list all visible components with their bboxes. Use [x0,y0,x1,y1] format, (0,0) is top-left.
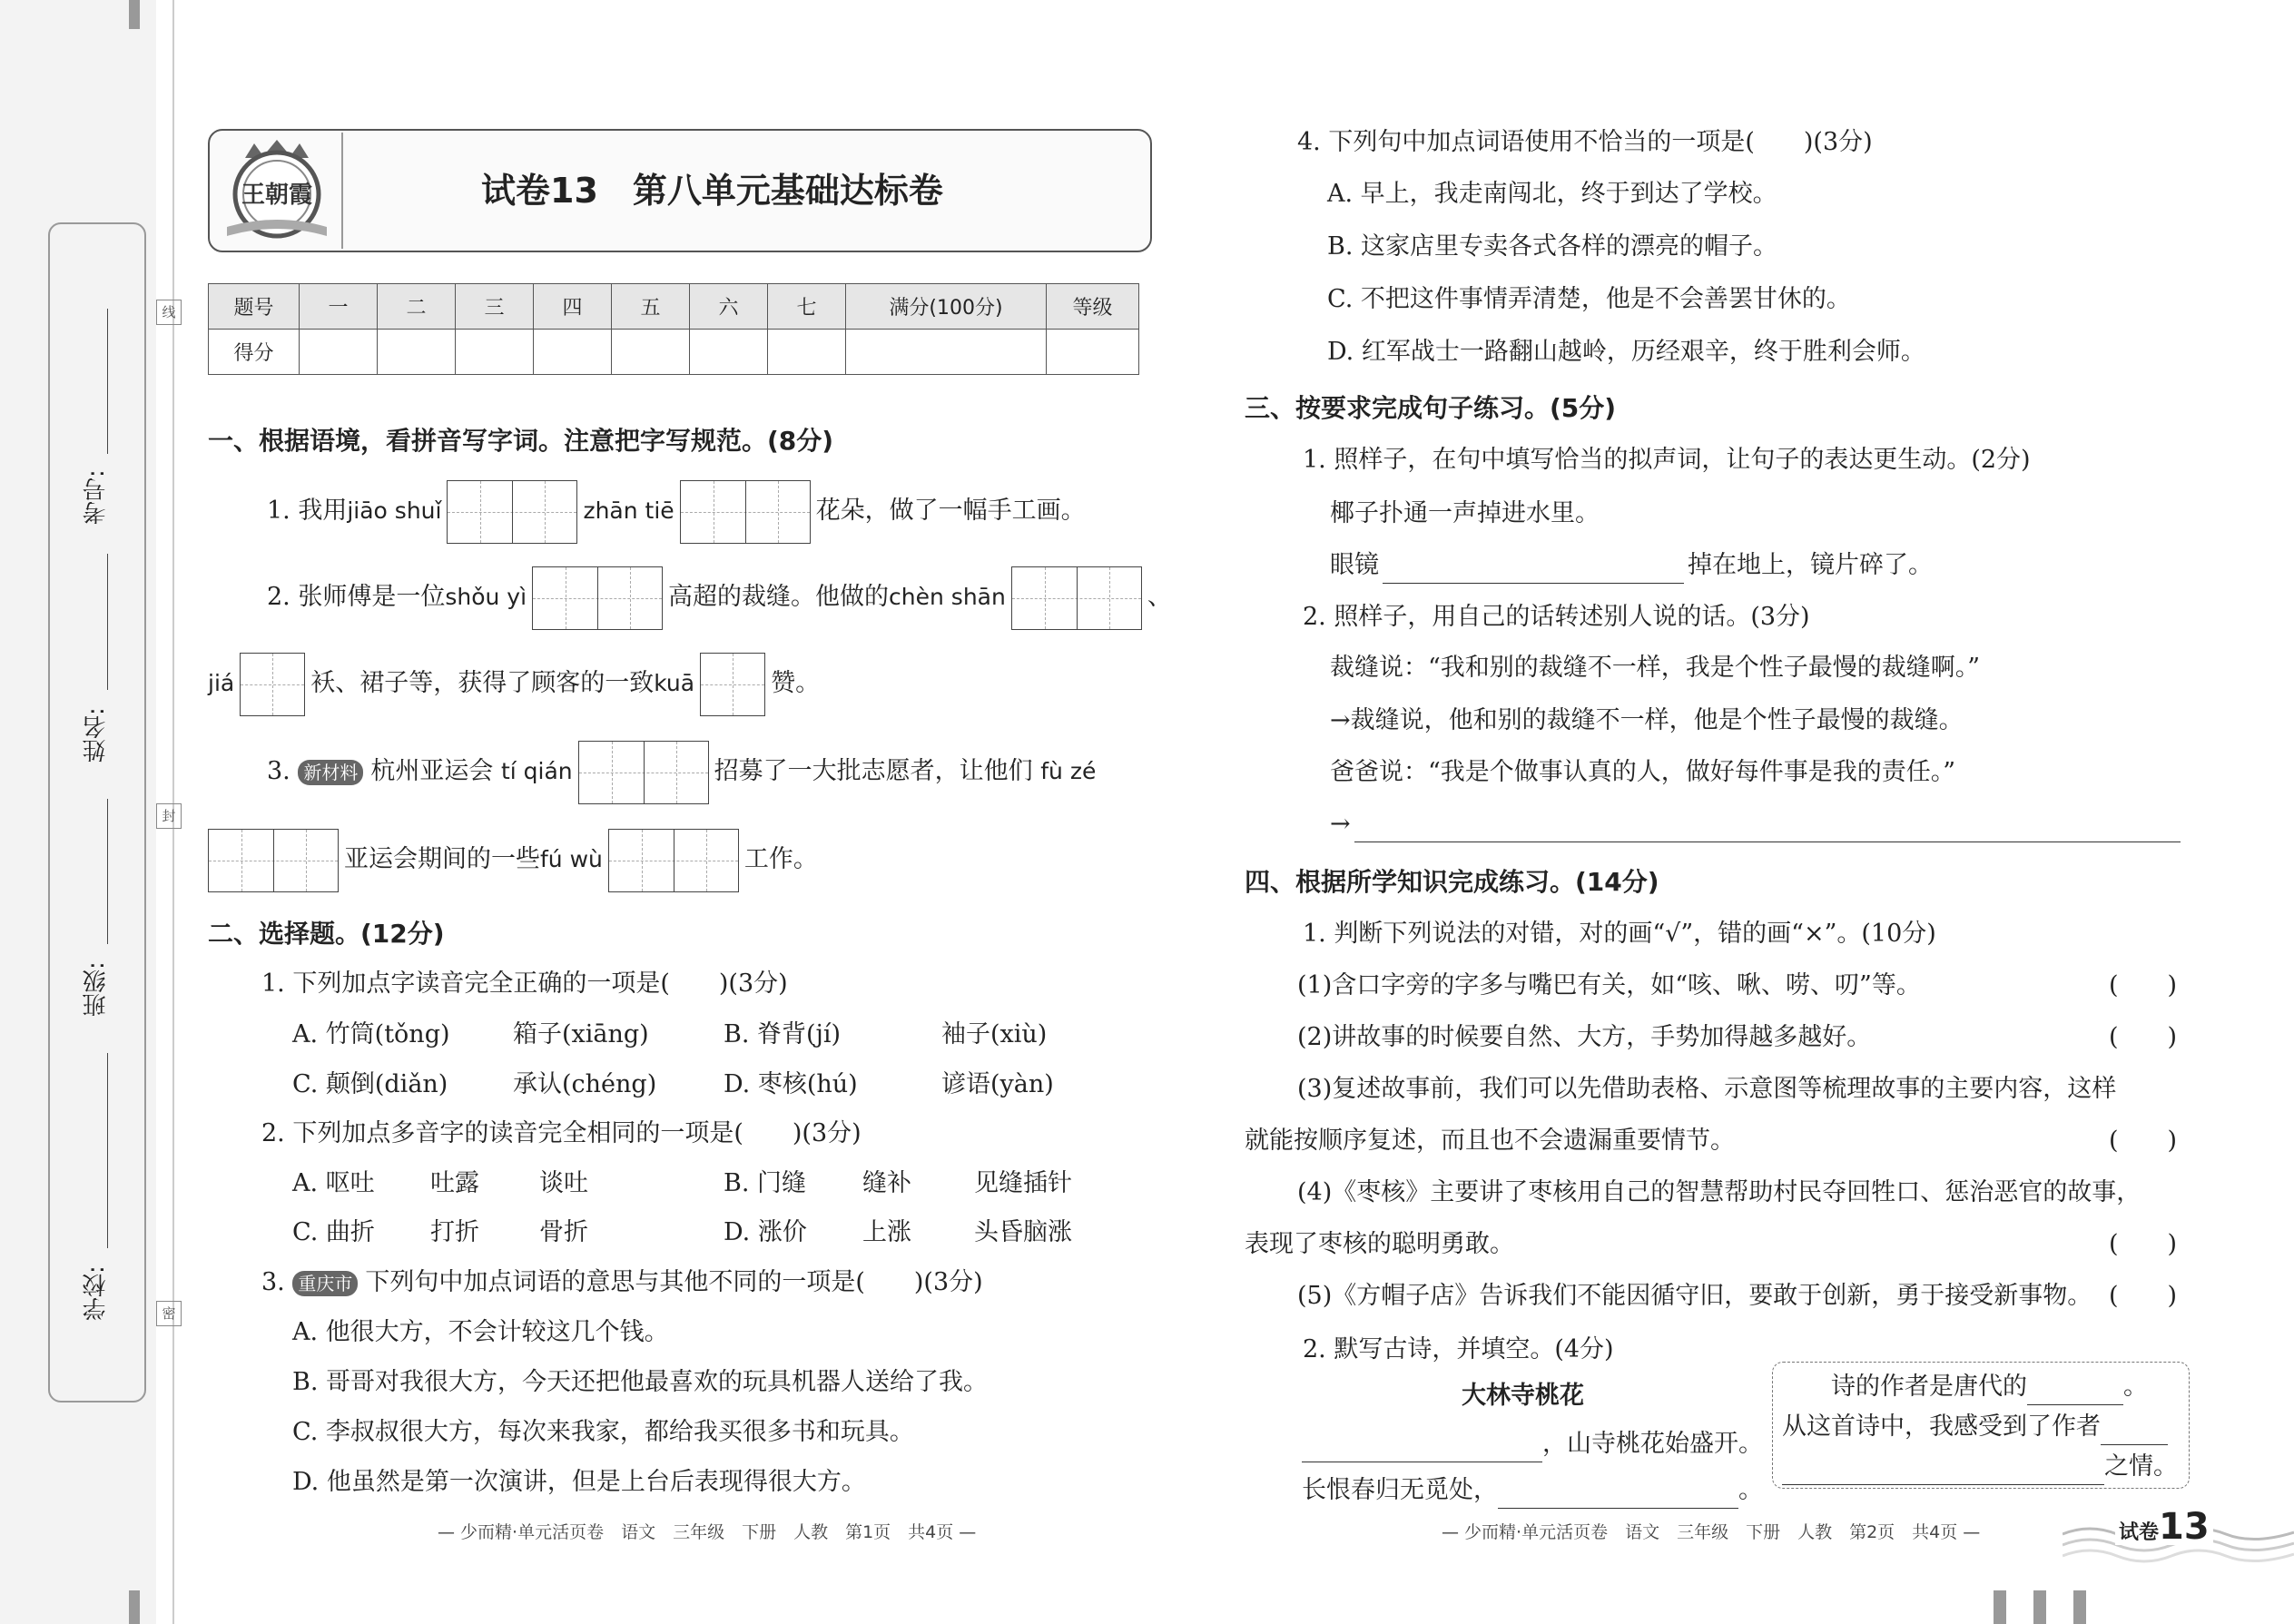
s4-q1-item2: (2)讲故事的时候要自然、大方，手势加得越多越好。 [1297,1023,1872,1051]
score-head: 五 [612,284,690,330]
pinyin-chenshan: chèn shān [889,584,1006,610]
pinyin-jiaoshui: jiāo shuǐ [347,497,442,524]
score-head: 等级 [1047,284,1139,330]
s1-q1: 1. 我用jiāo shuǐ zhān tiē 花朵，做了一幅手工画。 [267,478,1086,544]
seal-mark-feng: 封 [156,803,182,829]
s2-q1-optD2: 谚语(yàn) [941,1070,1054,1098]
char-box-tiqian[interactable] [578,741,709,804]
score-cell[interactable] [300,330,378,375]
score-cell[interactable] [612,330,690,375]
s2-q1-optB[interactable]: B. 脊背(jí) [724,1020,842,1048]
poem-line-2: 长恨春归无觅处， 。 [1302,1472,1763,1509]
s2-q1-optC[interactable]: C. 颠倒(diǎn) [292,1070,448,1098]
s2-q4-optA[interactable]: A. 早上，我走南闯北，终于到达了学校。 [1327,180,1777,208]
section-2-heading: 二、选择题。(12分) [208,919,445,949]
judge-paren-4[interactable]: ( ) [2109,1230,2178,1258]
pinyin-fuwu: fú wù [540,846,603,872]
judge-paren-1[interactable]: ( ) [2109,971,2178,999]
seal-mark-xian: 线 [156,300,182,325]
s2-q1-optA[interactable]: A. 竹筒(tǒng) [292,1020,450,1048]
tag-new-material: 新材料 [298,760,363,785]
feeling-blank-1[interactable] [2101,1418,2168,1445]
label-banji: 班级: [83,961,110,1017]
footer-right: — 少而精·单元活页卷 语文 三年级 下册 人教 第2页 共4页 — [1442,1522,1981,1542]
s4-q1-item5: (5)《方帽子店》告诉我们不能因循守旧，要敢于创新，勇于接受新事物。 [1297,1282,2092,1310]
crop-mark-bottom [129,1590,140,1624]
s2-q1-stem: 1. 下列加点字读音完全正确的一项是( )(3分) [261,969,788,998]
badge-label: 试卷13 [2115,1509,2213,1545]
judge-paren-3[interactable]: ( ) [2109,1127,2178,1155]
s4-q1-item3a: (3)复述故事前，我们可以先借助表格、示意图等梳理故事的主要内容，这样 [1297,1075,2117,1103]
s2-q2-optC2: 打折 [430,1218,479,1246]
s2-q2-optC[interactable]: C. 曲折 [292,1218,375,1246]
char-box-zhantie[interactable] [680,480,811,544]
score-cell[interactable] [456,330,534,375]
s4-q2-stem: 2. 默写古诗，并填空。(4分) [1303,1335,1614,1363]
reported-speech-blank[interactable] [1354,815,2181,842]
logo-emblem [223,138,330,243]
s2-q4-optD[interactable]: D. 红军战士一路翻山越岭，历经艰辛，终于胜利会师。 [1327,338,1925,366]
score-head: 七 [768,284,846,330]
crop-mark-b3 [2073,1590,2086,1624]
s4-q1-item4a: (4)《枣核》主要讲了枣核用自己的智慧帮助村民夺回牲口、惩治恶官的故事， [1297,1178,2141,1206]
score-head: 满分(100分) [846,284,1047,330]
judge-paren-5[interactable]: ( ) [2109,1282,2178,1310]
score-cell[interactable] [378,330,456,375]
section-3-heading: 三、按要求完成句子练习。(5分) [1245,393,1617,423]
s2-q1-optB2: 袖子(xiù) [941,1020,1048,1048]
s2-q4-optB[interactable]: B. 这家店里专卖各式各样的漂亮的帽子。 [1327,232,1778,261]
s1-q2-line2: jiá 袄、裙子等，获得了顾客的一致kuā 赞。 [208,651,820,716]
s1-q3-line2: 亚运会期间的一些fú wù 工作。 [208,827,818,892]
s1-q3-line1: 3. 新材料 杭州亚运会 tí qián 招募了一大批志愿者，让他们 fù zé [267,739,1096,804]
section-4-heading: 四、根据所学知识完成练习。(14分) [1245,867,1659,897]
s3-q2-stem: 2. 照样子，用自己的话转述别人说的话。(3分) [1303,603,1810,631]
s2-q2-optA[interactable]: A. 呕吐 [292,1169,375,1197]
s2-q1-optD[interactable]: D. 枣核(hú) [724,1070,858,1098]
student-info-box [48,222,146,1403]
char-box-jia[interactable] [240,653,305,716]
s2-q1-optA2: 箱子(xiāng) [513,1020,649,1048]
s3-q1-task: 眼镜 掉在地上，镜片碎了。 [1330,547,1933,584]
feeling-blank-2[interactable] [1782,1458,2104,1485]
s2-q3-optC[interactable]: C. 李叔叔很大方，每次来我家，都给我买很多书和玩具。 [292,1418,914,1446]
char-box-fuze[interactable] [208,829,339,892]
poem-box-line1: 诗的作者是唐代的 。 [1831,1369,2148,1405]
s2-q2-optD3: 头昏脑涨 [974,1218,1072,1246]
crop-mark-b1 [1994,1590,2006,1624]
author-dynasty-blank[interactable] [2027,1378,2123,1405]
score-table [208,283,1139,375]
pinyin-jia: jiá [208,670,235,696]
s2-q2-optD2: 上涨 [862,1218,911,1246]
s4-q1-item4b: 表现了枣核的聪明勇敢。 [1245,1230,1514,1258]
score-cell[interactable] [690,330,768,375]
s4-q1-stem: 1. 判断下列说法的对错，对的画“√”，错的画“×”。(10分) [1303,920,1936,948]
s1-q2-line1: 2. 张师傅是一位shǒu yì 高超的裁缝。他做的chèn shān 、 [267,565,1172,630]
s3-q2-example2: →裁缝说，他和别的裁缝不一样，他是个性子最慢的裁缝。 [1330,706,1964,734]
s2-q4-stem: 4. 下列句中加点词语使用不恰当的一项是( )(3分) [1297,128,1873,156]
logo-text: 王朝霞 [241,182,312,209]
s3-q2-answer: → [1330,806,2181,842]
poem-blank-1[interactable] [1302,1435,1542,1462]
score-head: 一 [300,284,378,330]
section-1-heading: 一、根据语境，看拼音写字词。注意把字写规范。(8分) [208,426,834,456]
tag-chongqing: 重庆市 [292,1271,358,1296]
s2-q3-stem: 3. 重庆市 下列句中加点词语的意思与其他不同的一项是( )(3分) [261,1268,983,1296]
score-cell[interactable] [846,330,1047,375]
char-box-kua[interactable] [700,653,765,716]
score-cell[interactable] [768,330,846,375]
s2-q2-optB2: 缝补 [862,1169,911,1197]
score-head: 二 [378,284,456,330]
kaohao-blank[interactable] [107,309,108,454]
poem-blank-2[interactable] [1498,1481,1738,1509]
xingming-blank[interactable] [107,554,108,690]
xuexiao-blank[interactable] [107,1053,108,1248]
s3-q1-example: 椰子扑通一声掉进水里。 [1330,499,1600,527]
onomatopoeia-blank[interactable] [1383,556,1684,584]
score-cell[interactable] [1047,330,1139,375]
s2-q2-optA3: 谈吐 [539,1169,588,1197]
s2-q3-optB[interactable]: B. 哥哥对我很大方，今天还把他最喜欢的玩具机器人送给了我。 [292,1368,989,1396]
banner-divider [341,133,343,249]
s2-q2-optB[interactable]: B. 门缝 [724,1169,807,1197]
poem-title: 大林寺桃花 [1462,1382,1584,1410]
judge-paren-2[interactable]: ( ) [2109,1023,2178,1051]
pinyin-tiqian: tí qián [500,758,573,784]
seal-mark-mi: 密 [156,1301,182,1326]
footer-left: — 少而精·单元活页卷 语文 三年级 下册 人教 第1页 共4页 — [438,1522,977,1542]
page-title: 试卷13 第八单元基础达标卷 [481,171,943,211]
s3-q2-example1: 裁缝说：“我和别的裁缝不一样，我是个性子最慢的裁缝啊。” [1330,654,1981,682]
char-box-shouyi[interactable] [532,566,663,630]
s2-q2-optB3: 见缝插针 [974,1169,1072,1197]
poem-box-line2: 从这首诗中，我感受到了作者 [1782,1409,2168,1445]
score-head: 六 [690,284,768,330]
s4-q1-item3b: 就能按顺序复述，而且也不会遗漏重要情节。 [1245,1127,1735,1155]
banji-blank[interactable] [107,799,108,944]
pinyin-zhantie: zhān tiē [583,497,674,524]
score-cell[interactable] [534,330,612,375]
s3-q1-stem: 1. 照样子，在句中填写恰当的拟声词，让句子的表达更生动。(2分) [1303,446,2031,474]
score-head: 题号 [209,284,300,330]
s3-q2-question: 爸爸说：“我是个做事认真的人，做好每件事是我的责任。” [1330,758,1956,786]
s2-q2-optC3: 骨折 [539,1218,588,1246]
poem-box-line3: 之情。 [1782,1449,2178,1485]
crop-mark-b2 [2033,1590,2046,1624]
crop-mark-top [129,0,140,29]
pinyin-shouyi: shǒu yì [445,584,527,610]
s2-q1-optC2: 承认(chéng) [513,1070,657,1098]
s2-q2-stem: 2. 下列加点多音字的读音完全相同的一项是( )(3分) [261,1119,861,1147]
score-head: 三 [456,284,534,330]
char-box-chenshan[interactable] [1011,566,1142,630]
s4-q1-item1: (1)含口字旁的字多与嘴巴有关，如“咳、啾、唠、叨”等。 [1297,971,1921,999]
label-kaohao: 考号: [83,469,110,525]
s2-q2-optD[interactable]: D. 涨价 [724,1218,807,1246]
score-head: 四 [534,284,612,330]
label-xingming: 姓名: [83,707,110,763]
pinyin-fuze: fù zé [1040,758,1097,784]
s2-q4-optC[interactable]: C. 不把这件事情弄清楚，他是不会善罢甘休的。 [1327,285,1851,313]
char-box-fuwu[interactable] [608,829,739,892]
char-box-jiaoshui[interactable] [447,480,577,544]
pinyin-kua: kuā [654,670,695,696]
s2-q3-optD[interactable]: D. 他虽然是第一次演讲，但是上台后表现得很大方。 [292,1468,866,1496]
s2-q3-optA[interactable]: A. 他很大方，不会计较这几个钱。 [292,1318,669,1346]
score-label: 得分 [209,330,300,375]
label-xuexiao: 学校: [83,1265,110,1321]
s2-q2-optA2: 吐露 [430,1169,479,1197]
poem-line-1: ，山寺桃花始盛开。 [1302,1426,1763,1462]
